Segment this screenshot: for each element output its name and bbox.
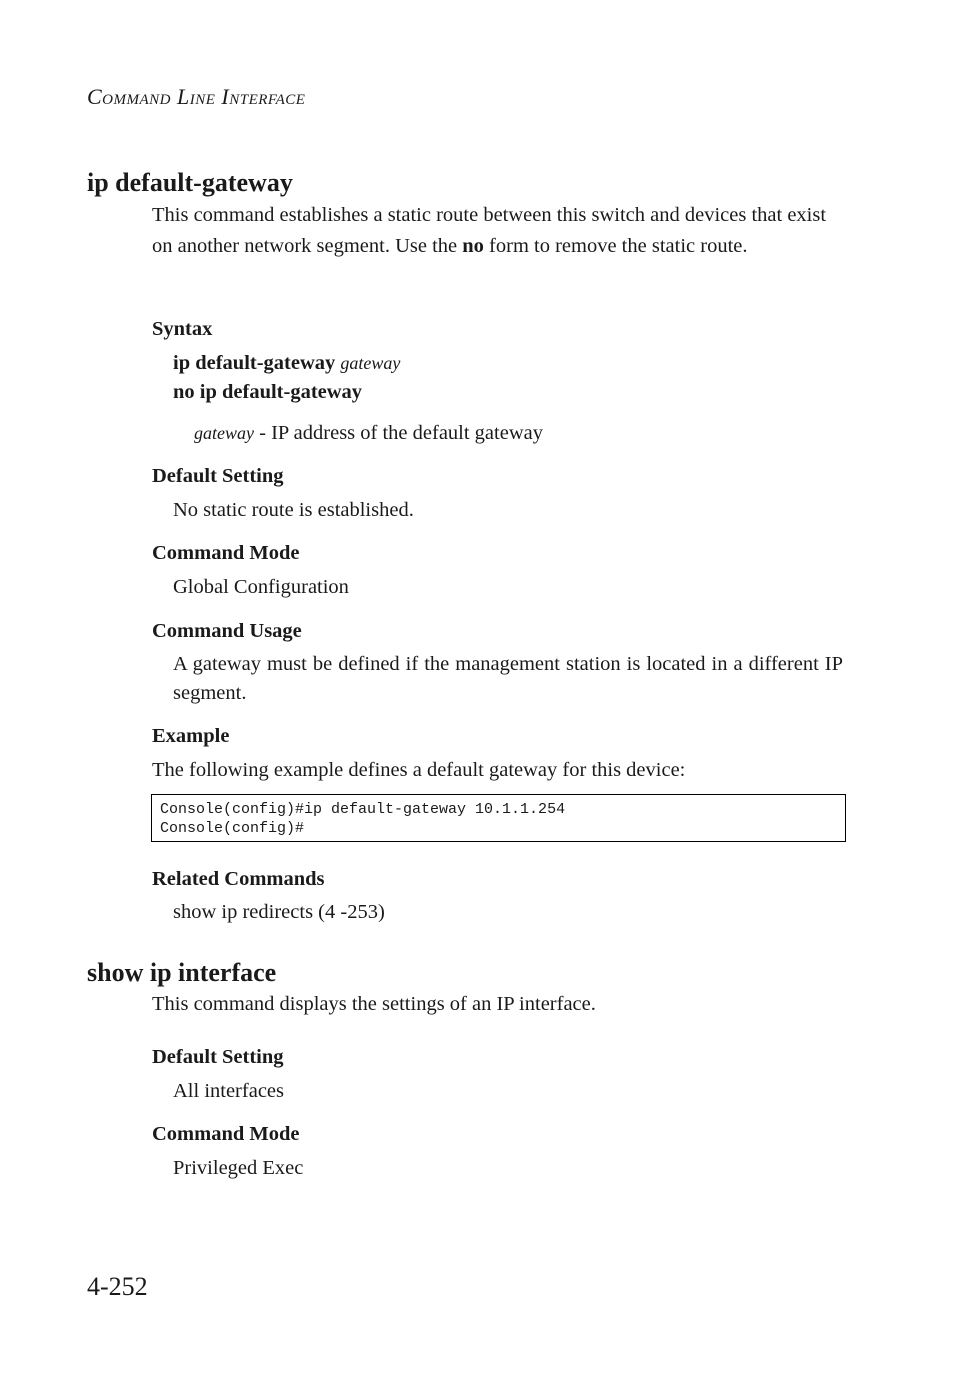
section2-description: This command displays the settings of an IP interface. xyxy=(152,993,596,1015)
command-usage-heading: Command Usage xyxy=(152,620,302,642)
example-heading: Example xyxy=(152,725,230,747)
command-mode-text: Global Configuration xyxy=(173,576,349,598)
section2-command-mode-text: Privileged Exec xyxy=(173,1157,304,1179)
default-setting-heading: Default Setting xyxy=(152,465,284,487)
section2-default-setting-text: All interfaces xyxy=(173,1080,284,1102)
section-description xyxy=(152,200,842,262)
parameter-description xyxy=(194,422,543,445)
section2-command-mode-heading: Command Mode xyxy=(152,1123,300,1145)
description-text: This command establishes a static route between this switch and devices that exist on another network segment. Use the xyxy=(152,204,827,257)
parameter-text: - IP address of the default gateway xyxy=(254,422,543,444)
syntax-line-2: no ip default-gateway xyxy=(173,381,363,403)
no-keyword: no xyxy=(462,235,484,257)
command-usage-text: A gateway must be defined if the management station is located in a different IP segment. xyxy=(173,653,843,704)
page-number: 4-252 xyxy=(87,1272,148,1301)
related-commands-heading: Related Commands xyxy=(152,868,325,890)
description-text-end: form to remove the static route. xyxy=(483,235,748,257)
running-header: Command Line Interface xyxy=(87,84,306,109)
section-title-show-ip-interface: show ip interface xyxy=(87,958,277,987)
parameter-name: gateway xyxy=(194,423,254,443)
example-intro: The following example defines a default gateway for this device: xyxy=(152,759,686,781)
example-code-block: Console(config)#ip default-gateway 10.1.1.254 Console(config)# xyxy=(151,794,846,842)
syntax-line-1 xyxy=(173,352,400,375)
syntax-heading: Syntax xyxy=(152,318,213,340)
syntax-command: ip default-gateway xyxy=(173,352,336,374)
section2-default-setting-heading: Default Setting xyxy=(152,1046,284,1068)
syntax-argument: gateway xyxy=(340,353,401,373)
command-mode-heading: Command Mode xyxy=(152,542,300,564)
section-title-ip-default-gateway: ip default-gateway xyxy=(87,168,293,197)
default-setting-text: No static route is established. xyxy=(173,499,414,521)
related-command-link[interactable]: show ip redirects (4 -253) xyxy=(173,901,385,923)
